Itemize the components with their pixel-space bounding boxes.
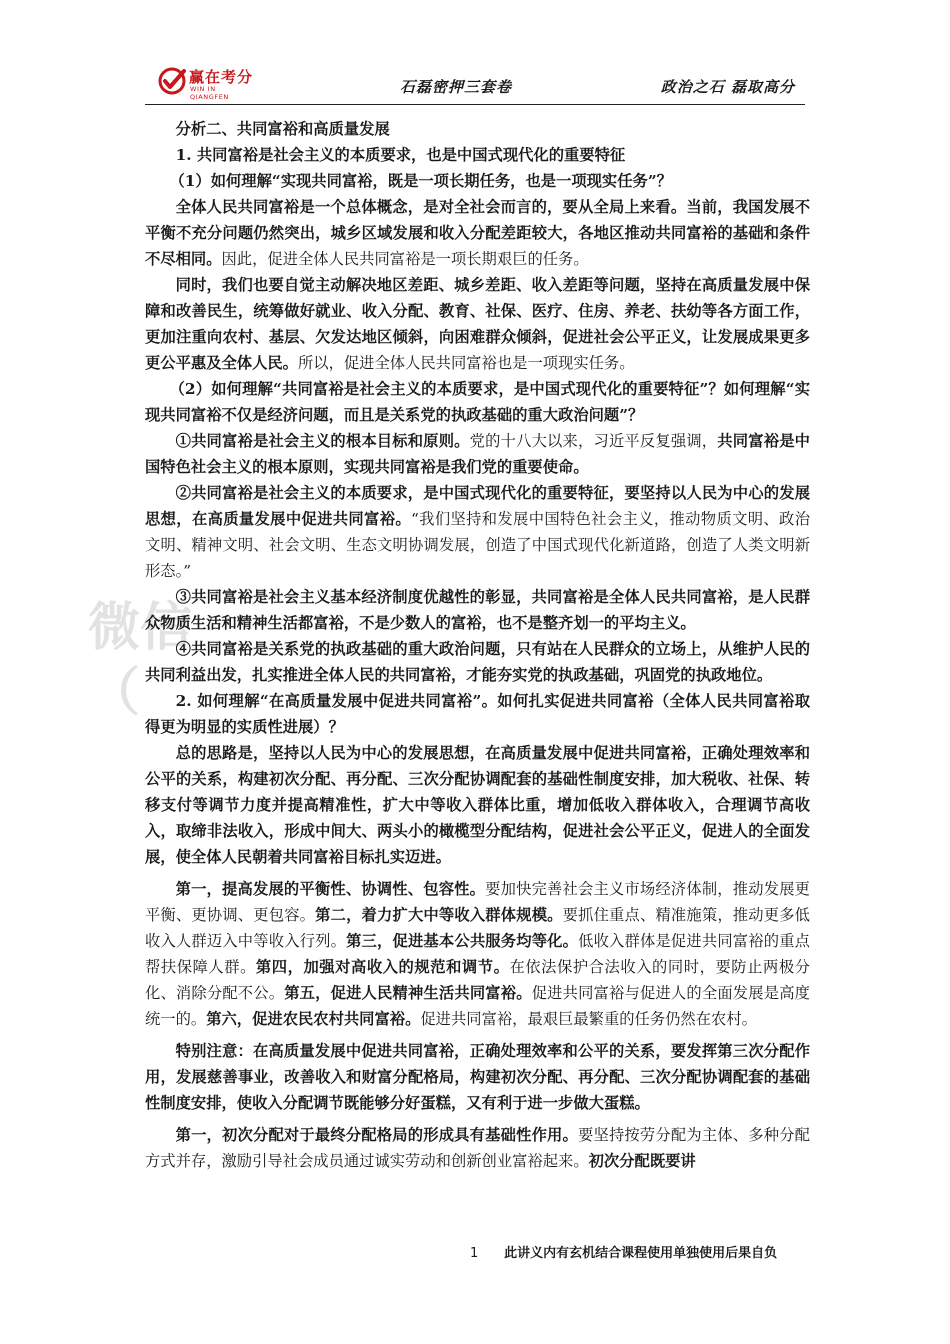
measure-2-normal: 要抓住重点、精准施策，推动更多低收入人群迈入中等收入行列。 <box>145 906 810 950</box>
page-header <box>145 58 805 105</box>
paragraph-2-normal: 所以，促进全体人民共同富裕也是一项现实任务。 <box>297 354 635 372</box>
measure-2-bold: 第二，着力扩大中等收入群体规模。 <box>315 906 563 924</box>
page-footer <box>470 1242 777 1261</box>
measure-1-normal: 要加快完善社会主义市场经济体制，推动发展更平衡、更协调、更包容。 <box>145 880 810 924</box>
measure-3-bold: 第三，促进基本公共服务均等化。 <box>346 932 579 950</box>
paragraph-2 <box>145 272 810 376</box>
special-note: 特别注意：在高质量发展中促进共同富裕，正确处理效率和公平的关系，要发挥第三次分配作用，发展慈善事业，改善收入和财富分配格局，构建初次分配、再分配、三次分配协调配套的基础性制度安排，使收入分配调节既能够分好蛋糕，又有利于进一步做大蛋糕。 <box>145 1042 810 1112</box>
measure-4-normal: 在依法保护合法收入的同时，要防止两极分化、消除分配不公。 <box>145 958 810 1002</box>
brand-logo <box>157 66 257 101</box>
measure-5-normal: 促进共同富裕与促进人的全面发展是高度统一的。 <box>145 984 810 1028</box>
measure-5-bold: 第五，促进人民精神生活共同富裕。 <box>284 984 532 1002</box>
paragraph-1-normal: 因此，促进全体人民共同富裕是一项长期艰巨的任务。 <box>221 250 589 268</box>
document-body <box>145 116 810 1174</box>
measure-6-bold: 第六，促进农民农村共同富裕。 <box>206 1010 421 1028</box>
distribution-bold-2: 初次分配既要讲 <box>588 1152 696 1170</box>
point-2-normal: “我们坚持和发展中国特色社会主义，推动物质文明、政治文明、精神文明、社会文明、生态文明协调发展，创造了中国式现代化新道路，创造了人类文明新形态。” <box>145 510 810 580</box>
point-4: ④共同富裕是关系党的执政基础的重大政治问题，只有站在人民群众的立场上，从维护人民的共同利益出发，扎实推进全体人民的共同富裕，才能夯实党的执政基础，巩固党的执政地位。 <box>145 640 810 684</box>
measure-4-bold: 第四，加强对高收入的规范和调节。 <box>255 958 510 976</box>
distribution-paragraph <box>145 1122 810 1174</box>
paragraph-1-bold: 全体人民共同富裕是一个总体概念，是对全社会而言的，要从全局上来看。当前，我国发展不平衡不充分问题仍然突出，城乡区域发展和收入分配差距较大，各地区推动共同富裕的基础和条件不尽相同。 <box>145 198 810 268</box>
header-slogan: 政治之石 磊取高分 <box>660 78 795 96</box>
paragraph-1 <box>145 194 810 272</box>
checkmark-logo-icon <box>157 66 187 96</box>
page-number: 1 <box>470 1246 479 1261</box>
logo-subtext: WIN IN QIANGFEN <box>190 85 229 101</box>
point-1-normal: 党的十八大以来，习近平反复强调， <box>469 432 718 450</box>
point-2 <box>145 480 810 584</box>
question-2-title: 2. 如何理解“在高质量发展中促进共同富裕”。如何扎实促进共同富裕（全体人民共同富裕取得更为明显的实质性进展）？ <box>145 692 810 736</box>
point-1-bold-2: 共同富裕是中国特色社会主义的根本原则，实现共同富裕是我们党的重要使命。 <box>145 432 810 476</box>
point-2-bold: ②共同富裕是社会主义的本质要求，是中国式现代化的重要特征，要坚持以人民为中心的发展思想，在高质量发展中促进共同富裕。 <box>145 484 810 528</box>
document-title: 石磊密押三套卷 <box>400 78 513 96</box>
watermark-line-1: 微信 <box>88 598 193 658</box>
measure-6-normal: 促进共同富裕，最艰巨最繁重的任务仍然在农村。 <box>420 1010 757 1028</box>
measure-1-bold: 第一，提高发展的平衡性、协调性、包容性。 <box>175 880 486 898</box>
question-1-2: （2）如何理解“共同富裕是社会主义的本质要求，是中国式现代化的重要特征”？如何理解“实现共同富裕不仅是经济问题，而且是关系党的执政基础的重大政治问题”？ <box>145 380 810 424</box>
point-1-bold: ①共同富裕是社会主义的根本目标和原则。 <box>175 432 470 450</box>
question-1-title: 1. 共同富裕是社会主义的本质要求，也是中国式现代化的重要特征 <box>175 146 626 164</box>
section-title: 分析二、共同富裕和高质量发展 <box>175 120 390 138</box>
point-3: ③共同富裕是社会主义基本经济制度优越性的彰显，共同富裕是全体人民共同富裕，是人民群众物质生活和精神生活都富裕，不是少数人的富裕，也不是整齐划一的平均主义。 <box>145 588 810 632</box>
distribution-normal: 要坚持按劳分配为主体、多种分配方式并存，激励引导社会成员通过诚实劳动和创新创业富裕起来。 <box>145 1126 810 1170</box>
measures-paragraph <box>145 876 810 1032</box>
watermark-line-2: （ <box>88 663 141 723</box>
distribution-bold: 第一，初次分配对于最终分配格局的形成具有基础性作用。 <box>175 1126 578 1144</box>
measure-3-normal: 低收入群体是促进共同富裕的重点帮扶保障人群。 <box>145 932 810 976</box>
paragraph-3: 总的思路是，坚持以人民为中心的发展思想，在高质量发展中促进共同富裕，正确处理效率和公平的关系，构建初次分配、再分配、三次分配协调配套的基础性制度安排，加大税收、社保、转移支付等调节力度并提高精准性，扩大中等收入群体比重，增加低收入群体收入，合理调节高收入，取缔非法收入，形成中间大、两头小的橄榄型分配结构，促进社会公平正义，促进人的全面发展，使全体人民朝着共同富裕目标扎实迈进。 <box>145 744 810 866</box>
paragraph-2-bold: 同时，我们也要自觉主动解决地区差距、城乡差距、收入差距等问题，坚持在高质量发展中保障和改善民生，统筹做好就业、收入分配、教育、社保、医疗、住房、养老、扶幼等各方面工作，更加注重向农村、基层、欠发达地区倾斜，向困难群众倾斜，促进社会公平正义，让发展成果更多更公平惠及全体人民。 <box>145 276 810 372</box>
logo-text: 赢在考分 <box>189 68 254 86</box>
point-1 <box>145 428 810 480</box>
question-1-1: （1）如何理解“实现共同富裕，既是一项长期任务，也是一项现实任务”？ <box>169 172 672 190</box>
footer-note: 此讲义内有玄机结合课程使用单独使用后果自负 <box>504 1246 778 1261</box>
